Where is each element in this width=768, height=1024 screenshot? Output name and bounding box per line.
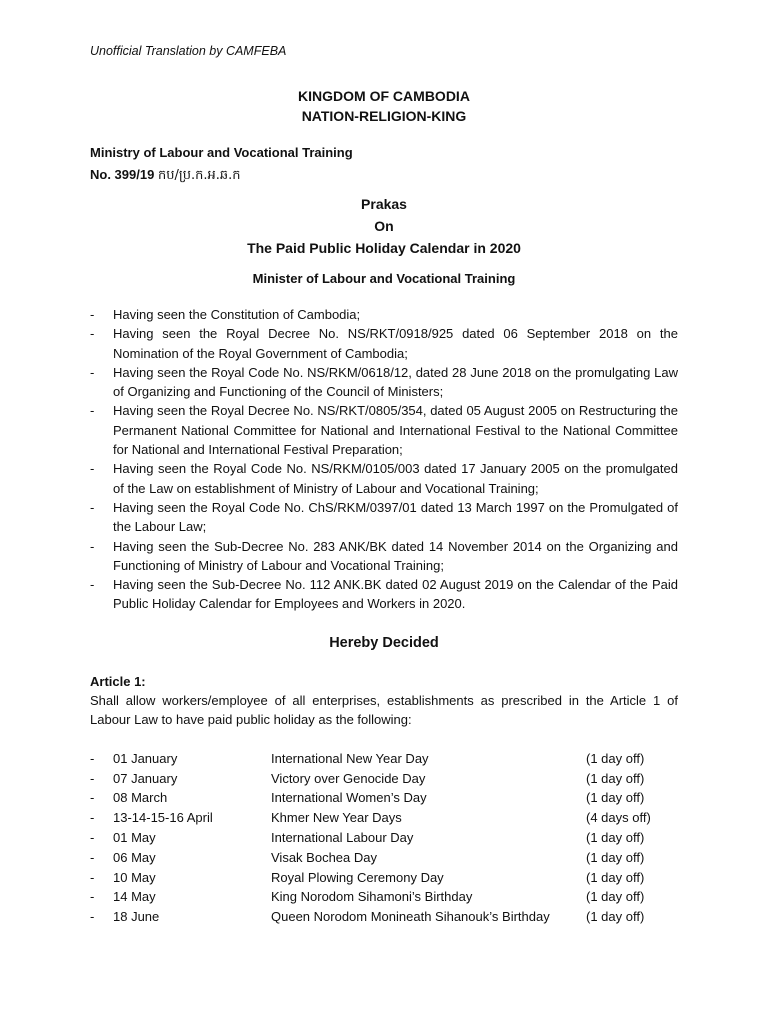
translation-note: Unofficial Translation by CAMFEBA — [90, 44, 287, 58]
holiday-days-off: (1 day off) — [586, 790, 645, 806]
holiday-name: International Labour Day — [271, 829, 414, 845]
article-1-title: Article 1: — [90, 673, 146, 689]
document-number — [90, 164, 678, 187]
holiday-name: Visak Bochea Day — [271, 849, 377, 865]
minister-heading: Minister of Labour and Vocational Training — [252, 271, 516, 286]
list-item: - Having seen the Constitution of Cambodia; — [90, 307, 361, 322]
having-seen-list — [90, 305, 678, 614]
holiday-date: 14 May — [113, 889, 156, 905]
prakas-title: Prakas — [361, 196, 407, 212]
holiday-days-off: (1 day off) — [586, 909, 645, 925]
holiday-date: 10 May — [113, 869, 156, 885]
kingdom-line: KINGDOM OF CAMBODIA — [298, 88, 470, 104]
hereby-decided-heading: Hereby Decided — [329, 634, 439, 651]
prakas-heading — [90, 193, 678, 259]
holiday-name: King Norodom Sihamoni’s Birthday — [271, 889, 473, 905]
holiday-name: Khmer New Year Days — [271, 810, 402, 826]
document-number-khmer: កប/ប្រ.ក.អ.ឆ.ក — [157, 168, 241, 183]
holiday-row: - 01 January International New Year Day (1 day off) — [90, 749, 678, 769]
holiday-row: - 08 March International Women’s Day (1 day off) — [90, 788, 678, 808]
list-item: - Having seen the Sub-Decree No. 112 ANK.BK dated 02 August 2019 on the Calendar of the Paid Public Holiday Calendar for Employees and Workers in 2020. — [90, 577, 678, 612]
holiday-name: Queen Norodom Monineath Sihanouk’s Birthday — [271, 909, 550, 925]
holiday-days-off: (1 day off) — [586, 869, 645, 885]
holiday-date: 18 June — [113, 909, 160, 925]
holiday-days-off: (1 day off) — [586, 889, 645, 905]
holiday-date: 06 May — [113, 849, 156, 865]
holiday-row: - 06 May Visak Bochea Day (1 day off) — [90, 848, 678, 868]
holiday-date: 08 March — [113, 790, 168, 806]
holiday-date: 01 May — [113, 829, 156, 845]
holiday-name: Royal Plowing Ceremony Day — [271, 869, 444, 885]
article-1-body: Shall allow workers/employee of all enterprises, establishments as prescribed in the Article 1 of Labour Law to have paid public holiday as the following: — [90, 692, 678, 728]
holiday-date: 07 January — [113, 770, 178, 786]
motto-line: NATION-RELIGION-KING — [301, 108, 467, 124]
holiday-name: Victory over Genocide Day — [271, 770, 426, 786]
holiday-row: - 18 June Queen Norodom Monineath Sihanouk’s Birthday (1 day off) — [90, 907, 678, 927]
holiday-row: - 10 May Royal Plowing Ceremony Day (1 day off) — [90, 868, 678, 888]
document-number-latin: No. 399/19 — [90, 167, 155, 182]
prakas-subject: The Paid Public Holiday Calendar in 2020 — [247, 240, 521, 256]
holiday-name: International New Year Day — [271, 750, 429, 766]
holiday-date: 01 January — [113, 750, 178, 766]
holiday-days-off: (1 day off) — [586, 849, 645, 865]
holiday-days-off: (4 days off) — [586, 810, 651, 826]
ministry-name: Ministry of Labour and Vocational Training — [90, 145, 353, 160]
holiday-days-off: (1 day off) — [586, 829, 645, 845]
prakas-on: On — [374, 218, 394, 234]
holiday-date: 13-14-15-16 April — [113, 810, 213, 826]
holiday-row: - 07 January Victory over Genocide Day (1 day off) — [90, 769, 678, 789]
holiday-list — [90, 749, 678, 927]
list-item: - Having seen the Sub-Decree No. 283 ANK/BK dated 14 November 2014 on the Organizing and Functioning of Ministry of Labour and Vocational Training; — [90, 538, 678, 573]
holiday-name: International Women’s Day — [271, 790, 427, 806]
ministry-block — [90, 142, 678, 187]
holiday-row: - 13-14-15-16 April Khmer New Year Days (4 days off) — [90, 808, 678, 828]
list-item: - Having seen the Royal Code No. NS/RKM/0618/12, dated 28 June 2018 on the promulgating Law of Organizing and Functioning of the Council of Ministers; — [90, 364, 678, 400]
holiday-row: - 14 May King Norodom Sihamoni’s Birthday (1 day off) — [90, 887, 678, 907]
holiday-days-off: (1 day off) — [586, 770, 645, 786]
list-item: - Having seen the Royal Decree No. NS/RKT/0918/925 dated 06 September 2018 on the Nomination of the Royal Government of Cambodia; — [90, 326, 678, 361]
holiday-row: - 01 May International Labour Day (1 day off) — [90, 828, 678, 848]
list-item: - Having seen the Royal Decree No. NS/RKT/0805/354, dated 05 August 2005 on Restructuring the Permanent National Committee for National and International Festival to the National Committee for National and International Festival Preparation; — [90, 403, 678, 458]
kingdom-heading — [90, 86, 678, 126]
list-item: - Having seen the Royal Code No. ChS/RKM/0397/01 dated 13 March 1997 on the Promulgated of the Labour Law; — [90, 499, 678, 535]
list-item: - Having seen the Royal Code No. NS/RKM/0105/003 dated 17 January 2005 on the promulgated of the Law on establishment of Ministry of Labour and Vocational Training; — [90, 461, 678, 496]
holiday-days-off: (1 day off) — [586, 750, 645, 766]
